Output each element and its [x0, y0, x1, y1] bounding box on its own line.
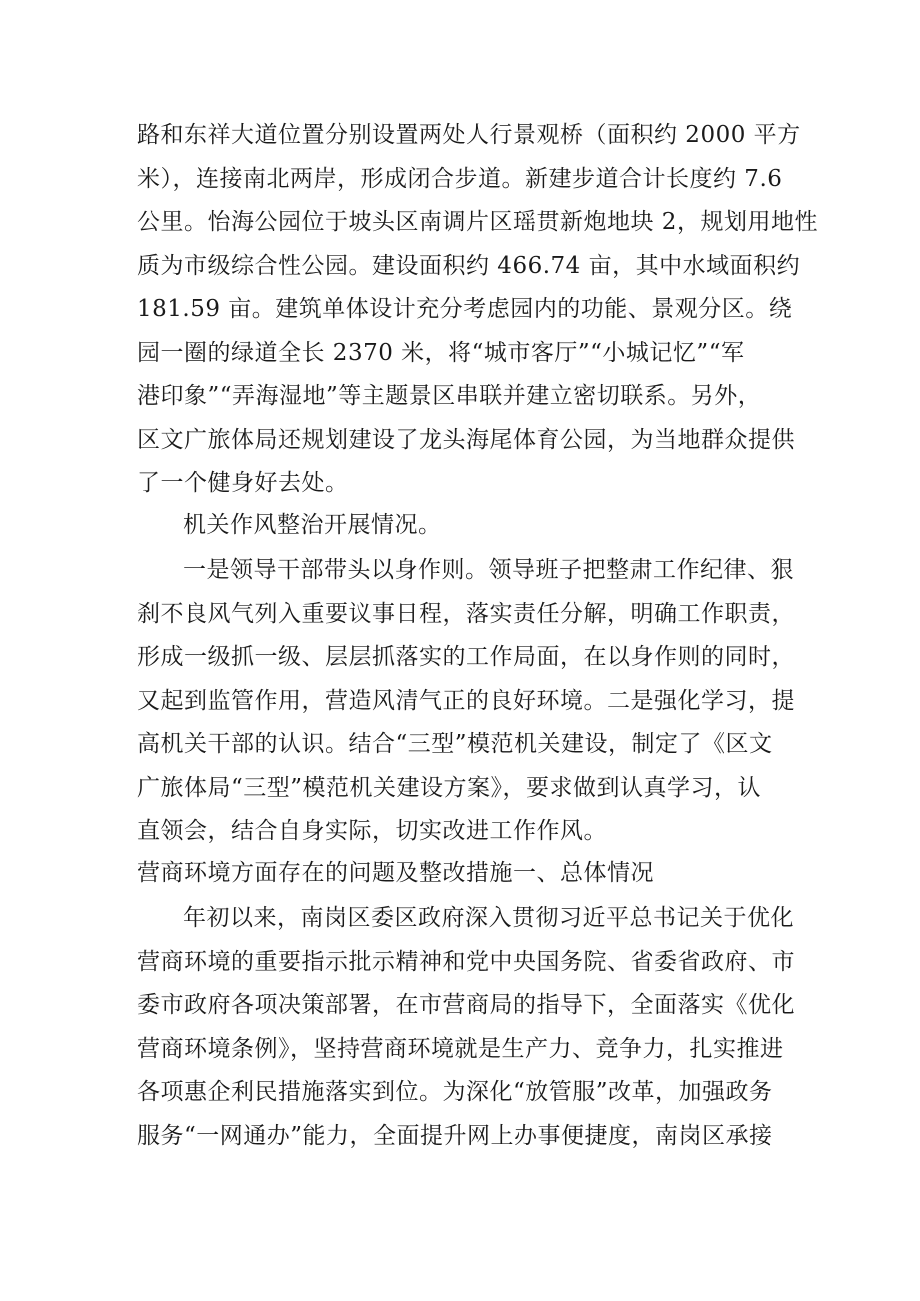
paragraph-business-environment	[137, 897, 797, 1158]
paragraph-work-style	[137, 549, 797, 854]
text-line: 质为市级综合性公园。建设面积约 466.74 亩，其中水域面积约	[137, 252, 801, 279]
text-line: 高机关干部的认识。结合“三型”模范机关建设，制定了《区文	[137, 731, 773, 757]
text-line: 又起到监管作用，营造风清气正的良好环境。二是强化学习，提	[137, 687, 795, 714]
text-line: 公里。怡海公园位于坡头区南调片区瑶贯新炮地块 2，规划用地性	[137, 209, 818, 235]
section-heading-business-environment	[137, 852, 797, 896]
heading-text: 机关作风整治开展情况。	[183, 512, 442, 538]
paragraph-park-construction	[137, 114, 818, 506]
text-line: 港印象”“弄海湿地”等主题景区串联并建立密切联系。另外，	[137, 383, 762, 409]
text-line: 米），连接南北两岸，形成闭合步道。新建步道合计长度约 7.6	[137, 165, 783, 192]
text-line: 形成一级抓一级、层层抓落实的工作局面，在以身作则的同时，	[137, 644, 795, 670]
text-line: 营商环境条例》，坚持营商环境就是生产力、竞争力，扎实推进	[137, 1035, 784, 1062]
text-line: 广旅体局“三型”模范机关建设方案》，要求做到认真学习，认	[137, 774, 762, 801]
text-line: 委市政府各项决策部署，在市营商局的指导下，全面落实《优化	[137, 992, 795, 1018]
heading-text: 营商环境方面存在的问题及整改措施一、总体情况	[137, 860, 654, 886]
text-line: 营商环境的重要指示批示精神和党中央国务院、省委省政府、市	[137, 948, 795, 975]
text-line: 直领会，结合自身实际，切实改进工作作风。	[137, 818, 607, 844]
text-line: 刹不良风气列入重要议事日程，落实责任分解，明确工作职责，	[137, 600, 795, 627]
text-line: 年初以来，南岗区委区政府深入贯彻习近平总书记关于优化	[183, 905, 794, 931]
text-line: 园一圈的绿道全长 2370 米，将“城市客厅”“小城记忆”“军	[137, 339, 745, 366]
text-line: 区文广旅体局还规划建设了龙头海尾体育公园，为当地群众提供	[137, 426, 795, 453]
text-line: 各项惠企利民措施落实到位。为深化“放管服”改革，加强政务	[137, 1079, 773, 1105]
text-line: 一是领导干部带头以身作则。领导班子把整肃工作纪律、狠	[183, 557, 794, 583]
text-line: 181.59 亩。建筑单体设计充分考虑园内的功能、景观分区。绕	[137, 296, 793, 322]
text-line: 路和东祥大道位置分别设置两处人行景观桥（面积约 2000 平方	[137, 122, 801, 148]
text-line: 了一个健身好去处。	[137, 470, 349, 496]
section-heading-work-style	[137, 504, 797, 548]
text-line: 服务“一网通办”能力，全面提升网上办事便捷度，南岗区承接	[137, 1122, 773, 1149]
